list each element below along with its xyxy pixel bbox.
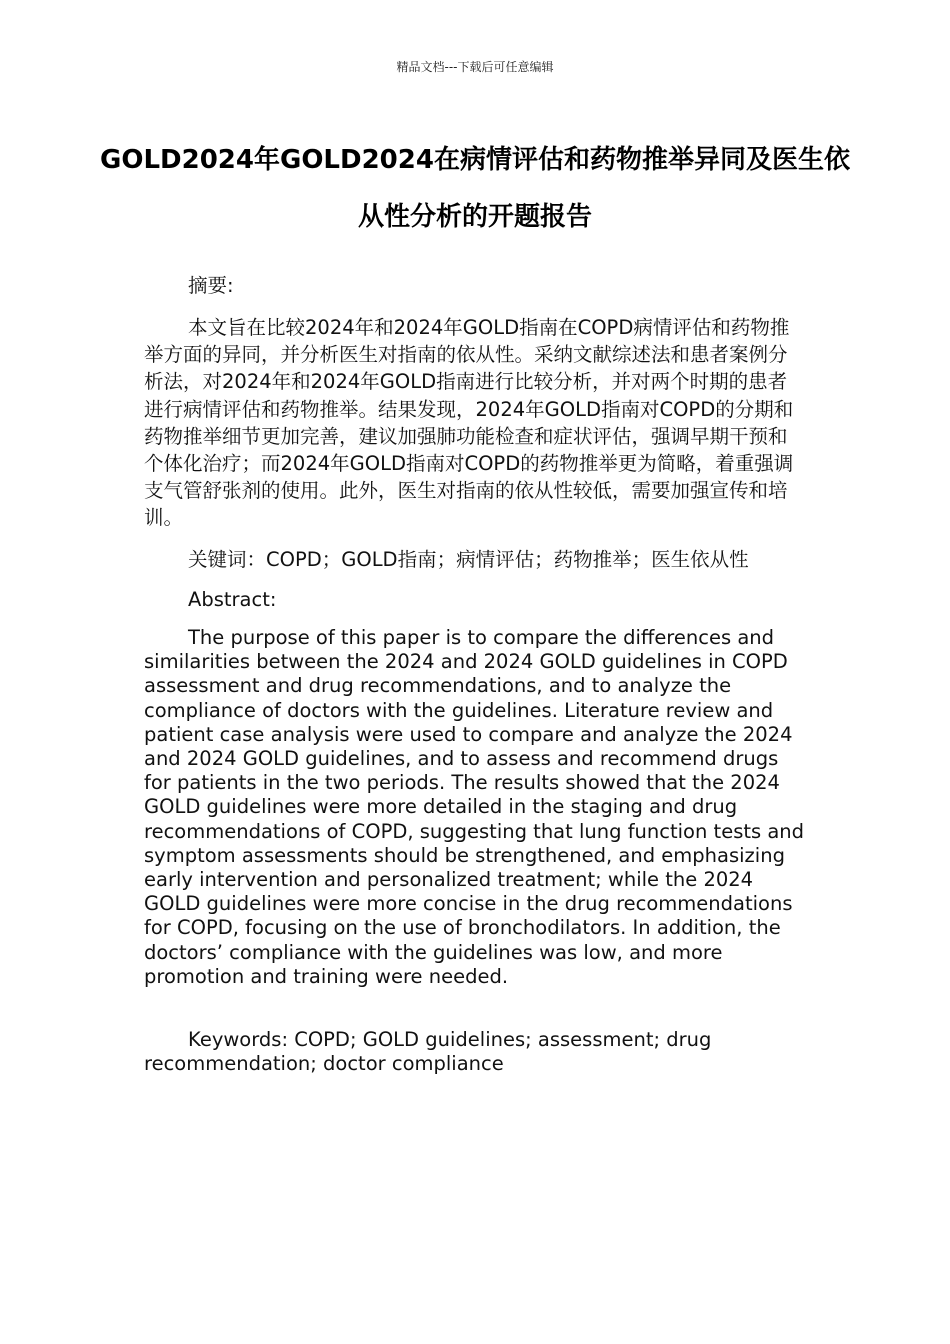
- keywords-en: Keywords: COPD; GOLD guidelines; assessment; drug recommendation; doctor compliance: [144, 1028, 712, 1076]
- header-note: 精品文档---下载后可任意编辑: [396, 60, 554, 74]
- abstract-en-paragraph: The purpose of this paper is to compare the differences and similarities between the 2024 and 2024 GOLD guidelines in COPD assessment and drug recommendations, and to analyze the compliance of doctors with the guidelines. Literature review and patient case analysis were used to compare and analyze the 2024 and 2024 GOLD guidelines, and to assess and recommend drugs for patients in the two periods. The results showed that the 2024 GOLD guidelines were more detailed in the staging and drug recommendations of COPD, suggesting that lung function tests and symptom assessments should be strengthened, and emphasizing early intervention and personalized treatment; while the 2024 GOLD guidelines were more concise in the drug recommendations for COPD, focusing on the use of bronchodilators. In addition, the doctors’ compliance with the guidelines was low, and more promotion and training were needed.: [144, 626, 805, 988]
- abstract-zh-label: 摘要:: [188, 274, 234, 297]
- document-title: GOLD2024年GOLD2024在病情评估和药物推举异同及医生依从性分析的开题报告: [100, 145, 850, 232]
- abstract-en-label: Abstract:: [188, 588, 277, 611]
- abstract-zh-paragraph: 本文旨在比较2024年和2024年GOLD指南在COPD病情评估和药物推举方面的异同，并分析医生对指南的依从性。采纳文献综述法和患者案例分析法，对2024年和2024年GOLD指南进行比较分析，并对两个时期的患者进行病情评估和药物推举。结果发现，2024年GOLD指南对COPD的分期和药物推举细节更加完善，建议加强肺功能检查和症状评估，强调早期干预和个体化治疗；而2024年GOLD指南对COPD的药物推举更为简略，着重强调支气管舒张剂的使用。此外，医生对指南的依从性较低，需要加强宣传和培训。: [144, 316, 794, 530]
- keywords-zh: 关键词：COPD；GOLD指南；病情评估；药物推举；医生依从性: [188, 548, 749, 571]
